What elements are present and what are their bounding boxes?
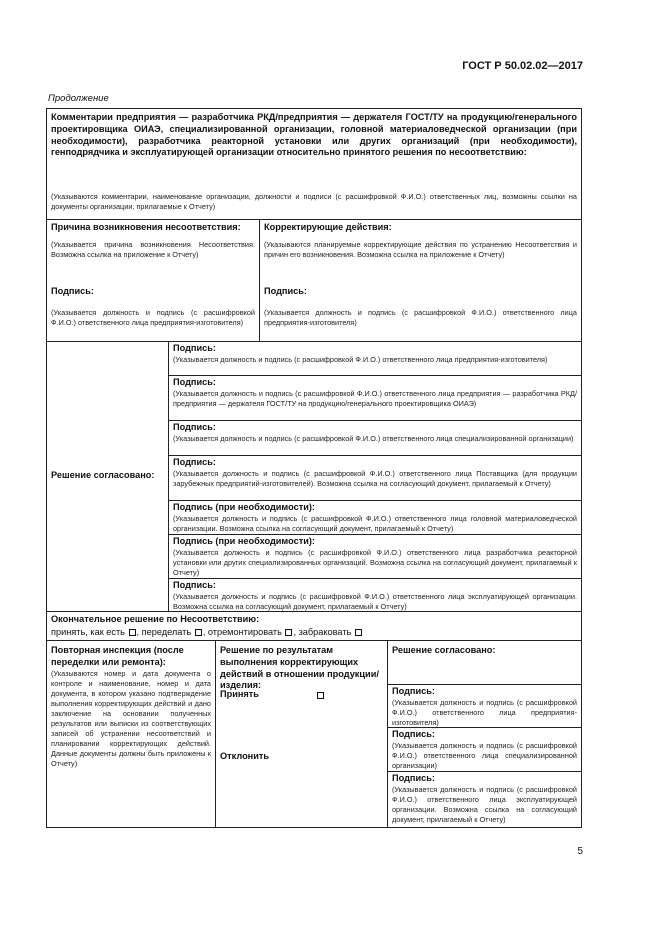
approval-signature-note: (Указывается должность и подпись (с расшифровкой Ф.И.О.) ответственного лица разработчика реакторной установки или других специализированных организаций. Возможна ссылка на согласующий документ, прилагаемый к Отчету)	[173, 547, 577, 577]
reject-label: Отклонить	[220, 751, 270, 761]
final-decision-heading: Окончательное решение по Несоответствию:	[51, 614, 260, 624]
comments-section	[47, 109, 581, 219]
comments-heading: Комментарии предприятия — разработчика РКД/предприятия — держателя ГОСТ/ТУ на продукцию/генерального проектировщика ОИАЭ, специализированной организации, головной материаловедческой организации (при необходимости), разработчика реакторной установки или других организаций (при необходимости), генподрядчика и эксплуатирующей организации относительно принятого решения по несоответствию:	[51, 112, 577, 158]
approval-signature-label: Подпись:	[173, 422, 216, 432]
final-approval-heading-cell	[387, 640, 581, 684]
approval-signature-label: Подпись:	[173, 343, 216, 353]
nonconformity-form-table	[46, 108, 582, 828]
approval-signature-label: Подпись:	[173, 580, 216, 590]
reinspection-section	[47, 640, 215, 827]
decision-results-heading: Решение по результатам выполнения корректирующих действий в отношении продукции/изделия:	[220, 645, 379, 691]
approval-signature-note: (Указывается должность и подпись (с расшифровкой Ф.И.О.) ответственного лица предприятия-изготовителя)	[173, 354, 548, 364]
cause-signature-label: Подпись:	[51, 286, 94, 296]
final-approval-signature-note: (Указывается должность и подпись (с расшифровкой Ф.И.О.) ответственного лица эксплуатирующей организации. Возможна ссылка на согласующий документ, прилагаемый к Отчету)	[392, 784, 577, 824]
approval-signature-label: Подпись:	[173, 457, 216, 467]
corrective-heading: Корректирующие действия:	[264, 222, 392, 232]
final-approval-heading: Решение согласовано:	[392, 645, 496, 655]
final-approval-signature-2	[387, 727, 581, 771]
comments-note: (Указываются комментарии, наименование организации, должности и подписи (с расшифровкой Ф.И.О.) ответственных лиц, возможны ссылки на документы организации, прилагаемые к Отчету)	[51, 192, 577, 211]
page-number: 5	[577, 846, 583, 857]
reject-option	[220, 751, 380, 763]
final-approval-signature-label: Подпись:	[392, 686, 435, 696]
approval-signature-7	[168, 578, 581, 611]
reject-checkbox[interactable]	[355, 629, 362, 636]
final-approval-signature-label: Подпись:	[392, 773, 435, 783]
final-approval-signature-label: Подпись:	[392, 729, 435, 739]
accept-as-is-checkbox[interactable]	[129, 629, 136, 636]
approval-signature-note: (Указывается должность и подпись (с расшифровкой Ф.И.О.) ответственного лица специализированной организации)	[173, 433, 574, 443]
cause-signature-note: (Указывается должность и подпись (с расшифровкой Ф.И.О.) ответственного лица предприятия-изготовителя)	[51, 308, 255, 327]
approval-label-cell	[47, 341, 168, 606]
approval-signature-note: (Указывается должность и подпись (с расшифровкой Ф.И.О.) ответственного лица Поставщика (для продукции зарубежных предприятий-изготовителей). Возможна ссылка на согласующий документ, прилагаемый к Отчету)	[173, 468, 577, 488]
decision-results-section	[215, 640, 387, 827]
final-decision-section	[47, 611, 581, 640]
cause-section	[47, 219, 259, 341]
option-repair: отремонтировать	[207, 626, 282, 637]
corrective-section	[259, 219, 581, 341]
approval-signature-note: (Указывается должность и подпись (с расшифровкой Ф.И.О.) ответственного лица головной материаловедческой организации. Возможна ссылка на согласующий документ, прилагаемый к Отчету)	[173, 513, 577, 533]
option-reject: забраковать	[298, 626, 352, 637]
approval-signature-6	[168, 534, 581, 578]
approval-signature-4	[168, 455, 581, 500]
reinspection-note: (Указываются номер и дата документа о контроле и наименование, номер и дата документа, в котором указано подтверждение выполнения корректирующих действий и дано заключение на основании полученных результатов или выписки из соответствующих записей об устранении несоответствий и планировании корректирующих действий. Данные документы должны быть приложены к Отчету)	[51, 668, 211, 768]
cause-note: (Указывается причина возникновения Несоответствия. Возможна ссылка на приложение к Отчету)	[51, 239, 255, 259]
final-approval-signature-note: (Указывается должность и подпись (с расшифровкой Ф.И.О.) ответственного лица предприятия-изготовителя)	[392, 697, 577, 727]
accept-checkbox[interactable]	[317, 692, 324, 699]
approval-signature-label: Подпись:	[173, 377, 216, 387]
approval-signature-note: (Указывается должность и подпись (с расшифровкой Ф.И.О.) ответственного лица предприятия — разработчика РКД/предприятия — держателя ГОСТ/ТУ на продукцию/генерального проектировщика ОИАЭ)	[173, 388, 577, 408]
cause-heading: Причина возникновения несоответствия:	[51, 222, 241, 232]
final-approval-signature-note: (Указывается должность и подпись (с расшифровкой Ф.И.О.) ответственного лица специализированной организации)	[392, 740, 577, 770]
accept-label: Принять	[220, 689, 259, 699]
approval-signature-note: (Указывается должность и подпись (с расшифровкой Ф.И.О.) ответственного лица эксплуатирующей организации. Возможна ссылка на согласующий документ, прилагаемый к Отчету)	[173, 591, 577, 611]
corrective-signature-note: (Указывается должность и подпись (с расшифровкой Ф.И.О.) ответственного лица предприятия-изготовителя)	[264, 308, 577, 327]
final-decision-options: принять, как есть , переделать , отремонтировать , забраковать	[51, 626, 577, 638]
approval-signature-label: Подпись (при необходимости):	[173, 502, 315, 512]
continuation-label: Продолжение	[48, 93, 109, 104]
final-approval-signature-3	[387, 771, 581, 827]
corrective-signature-label: Подпись:	[264, 286, 307, 296]
rework-checkbox[interactable]	[195, 629, 202, 636]
corrective-note: (Указываются планируемые корректирующие действия по устранению Несоответствия и причин его возникновения. Возможна ссылка на приложение к Отчету)	[264, 239, 577, 259]
approval-signature-2	[168, 375, 581, 420]
approval-signature-1	[168, 341, 581, 375]
reinspection-heading: Повторная инспекция (после переделки или ремонта):	[51, 645, 184, 667]
approval-signature-label: Подпись (при необходимости):	[173, 536, 315, 546]
document-standard-header: ГОСТ Р 50.02.02—2017	[462, 60, 583, 72]
repair-checkbox[interactable]	[285, 629, 292, 636]
option-rework: переделать	[141, 626, 192, 637]
final-approval-signature-1	[387, 684, 581, 727]
approval-label: Решение согласовано:	[51, 470, 155, 480]
option-accept-as-is: принять, как есть	[51, 626, 125, 637]
accept-option	[220, 689, 380, 701]
approval-signature-5	[168, 500, 581, 534]
approval-signature-3	[168, 420, 581, 455]
